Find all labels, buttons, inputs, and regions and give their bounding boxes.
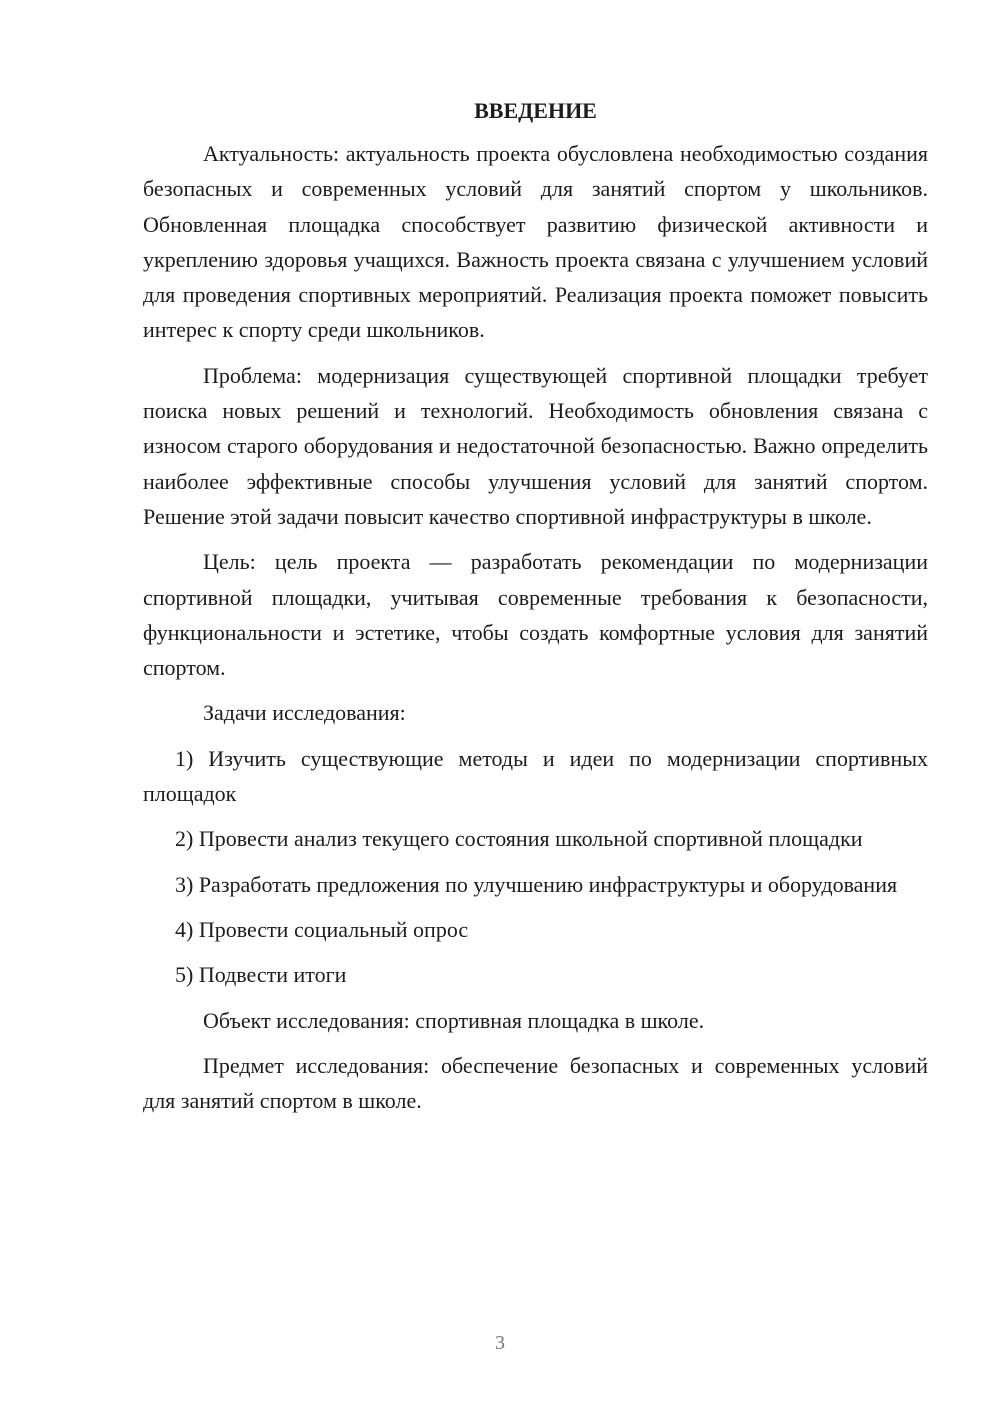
page-number: 3 [495, 1332, 505, 1354]
paragraph-relevance: Актуальность: актуальность проекта обусловлена необходимостью создания безопасных и современных условий для занятий спортом у школьников. Обновленная площадка способствует развитию физической активности и укреплению здоровья учащихся. Важность проекта связана с улучшением условий для проведения спортивных мероприятий. Реализация проекта поможет повысить интерес к спорту среди школьников. [143, 141, 928, 343]
paragraph-object: Объект исследования: спортивная площадка в школе. [203, 1007, 705, 1033]
task-item-5: 5) Подвести итоги [175, 962, 347, 988]
paragraph-problem: Проблема: модернизация существующей спортивной площадки требует поиска новых решений и технологий. Необходимость обновления связана с износом старого оборудования и недостаточной безопасностью. Важно определить наиболее эффективные способы улучшения условий для занятий спортом. Решение этой задачи повысит качество спортивной инфраструктуры в школе. [143, 362, 928, 529]
task-item-1: 1) Изучить существующие методы и идеи по модернизации спортивных площадок [143, 745, 928, 807]
paragraph-subject: Предмет исследования: обеспечение безопасных и современных условий для занятий спортом в школе. [143, 1052, 928, 1114]
task-item-3: 3) Разработать предложения по улучшению инфраструктуры и оборудования [175, 871, 898, 897]
section-title: ВВЕДЕНИЕ [474, 98, 597, 123]
document-body [143, 92, 928, 1128]
paragraph-goal: Цель: цель проекта — разработать рекомендации по модернизации спортивной площадки, учитывая современные требования к безопасности, функциональности и эстетике, чтобы создать комфортные условия для занятий спортом. [143, 549, 928, 681]
tasks-heading: Задачи исследования: [203, 700, 406, 726]
task-item-2: 2) Провести анализ текущего состояния школьной спортивной площадки [175, 826, 863, 852]
task-item-4: 4) Провести социальный опрос [175, 916, 469, 942]
